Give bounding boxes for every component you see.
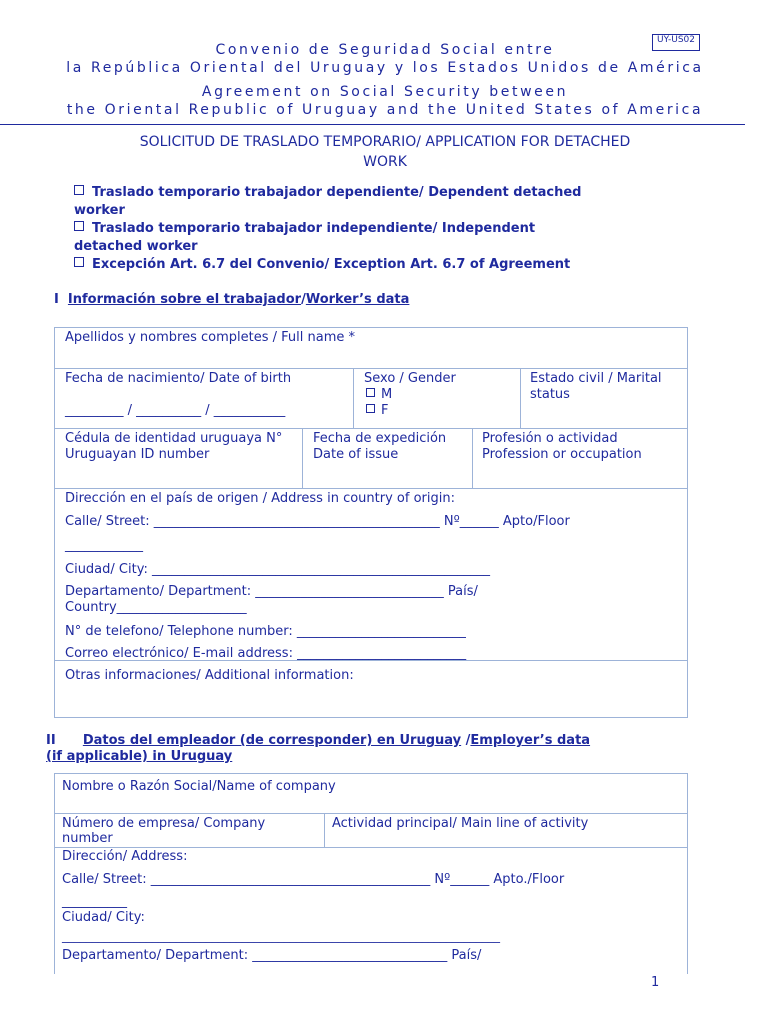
form-title-line1: SOLICITUD DE TRASLADO TEMPORARIO/ APPLICATION FOR DETACHED <box>139 134 631 150</box>
street-field[interactable]: Calle/ Street: ____________________________________________ Nº______ Apto/Floor <box>65 514 570 529</box>
company-number-l1[interactable]: Número de empresa/ Company <box>62 816 266 831</box>
main-activity-field[interactable]: Actividad principal/ Main line of activity <box>332 816 589 831</box>
employer-department-field[interactable]: Departamento/ Department: ______________________________ País/ <box>62 948 482 963</box>
email-field[interactable]: Correo electrónico/ E-mail address: __________________________ <box>65 646 467 661</box>
gender-option-m[interactable]: M <box>366 387 392 403</box>
id-label-l2: Uruguayan ID number <box>65 447 210 462</box>
checkbox-icon[interactable] <box>74 185 84 195</box>
section2-heading: II Datos del empleador (de corresponder) en Uruguay /Employer’s data <box>46 733 591 748</box>
profession-label-l2: Profession or occupation <box>482 447 642 462</box>
row-divider <box>54 428 688 429</box>
city-field[interactable]: Ciudad/ City: ____________________________________________________ <box>65 562 490 577</box>
employer-city-field[interactable]: _________________________________________________________________________ <box>62 929 500 943</box>
form-code-box: UY-US02 <box>652 34 700 51</box>
additional-info-field[interactable]: Otras informaciones/ Additional information: <box>65 668 354 683</box>
header-es-line2: la República Oriental del Uruguay y los Estados Unidos de América <box>66 60 704 76</box>
row-divider <box>54 488 688 489</box>
header-en-line2: the Oriental Republic of Uruguay and the United States of America <box>66 102 704 118</box>
header-en-line1: Agreement on Social Security between <box>201 84 569 100</box>
col-divider <box>520 368 521 428</box>
section1-heading: I Información sobre el trabajador/Worker’s data <box>54 292 410 307</box>
checkbox-icon[interactable] <box>366 388 375 397</box>
employer-street-field[interactable]: Calle/ Street: ___________________________________________ Nº______ Apto./Floor <box>62 872 565 887</box>
section2-heading-l2: (if applicable) in Uruguay <box>46 749 233 764</box>
street-field-cont[interactable]: ____________ <box>65 538 143 553</box>
form-title-line2: WORK <box>363 154 407 170</box>
col-divider <box>472 428 473 488</box>
option-exception[interactable]: Excepción Art. 6.7 del Convenio/ Exception Art. 6.7 of Agreement <box>74 256 664 274</box>
option-independent[interactable]: Traslado temporario trabajador independiente/ Independent detached worker <box>74 221 536 254</box>
employer-address-heading: Dirección/ Address: <box>62 849 188 864</box>
checkbox-icon[interactable] <box>74 257 84 267</box>
profession-label-l1: Profesión o actividad <box>482 431 618 446</box>
checkbox-icon[interactable] <box>74 221 84 231</box>
employer-city-label: Ciudad/ City: <box>62 910 145 925</box>
page-number: 1 <box>651 975 660 990</box>
company-name-field[interactable]: Nombre o Razón Social/Name of company <box>62 779 336 794</box>
employer-street-cont[interactable]: __________ <box>62 894 127 909</box>
header-divider <box>0 124 745 125</box>
phone-field[interactable]: N° de telefono/ Telephone number: __________________________ <box>65 624 466 639</box>
department-field[interactable]: Departamento/ Department: _____________________________ País/ <box>65 584 478 599</box>
option-dependent[interactable]: Traslado temporario trabajador dependiente/ Dependent detached worker <box>74 185 582 218</box>
gender-option-f[interactable]: F <box>366 403 388 419</box>
row-divider <box>54 813 688 814</box>
company-number-l2: number <box>62 831 113 846</box>
dob-field[interactable]: _________ / __________ / ___________ <box>65 403 286 418</box>
col-divider <box>302 428 303 488</box>
checkbox-icon[interactable] <box>366 404 375 413</box>
full-name-field[interactable]: Apellidos y nombres completes / Full name * <box>65 330 355 345</box>
address-heading: Dirección en el país de origen / Address in country of origin: <box>65 491 455 506</box>
dob-label: Fecha de nacimiento/ Date of birth <box>65 371 292 386</box>
id-label-l1: Cédula de identidad uruguaya N° <box>65 431 283 446</box>
gender-label: Sexo / Gender <box>364 371 456 386</box>
row-divider <box>54 847 688 848</box>
col-divider <box>353 368 354 428</box>
col-divider <box>324 813 325 847</box>
issue-label-l1: Fecha de expedición <box>313 431 447 446</box>
issue-label-l2: Date of issue <box>313 447 399 462</box>
marital-label-l1: Estado civil / Marital <box>530 371 662 386</box>
marital-label-l2: status <box>530 387 570 402</box>
header-es-line1: Convenio de Seguridad Social entre <box>215 42 555 58</box>
country-field[interactable]: Country____________________ <box>65 600 247 615</box>
row-divider <box>54 368 688 369</box>
